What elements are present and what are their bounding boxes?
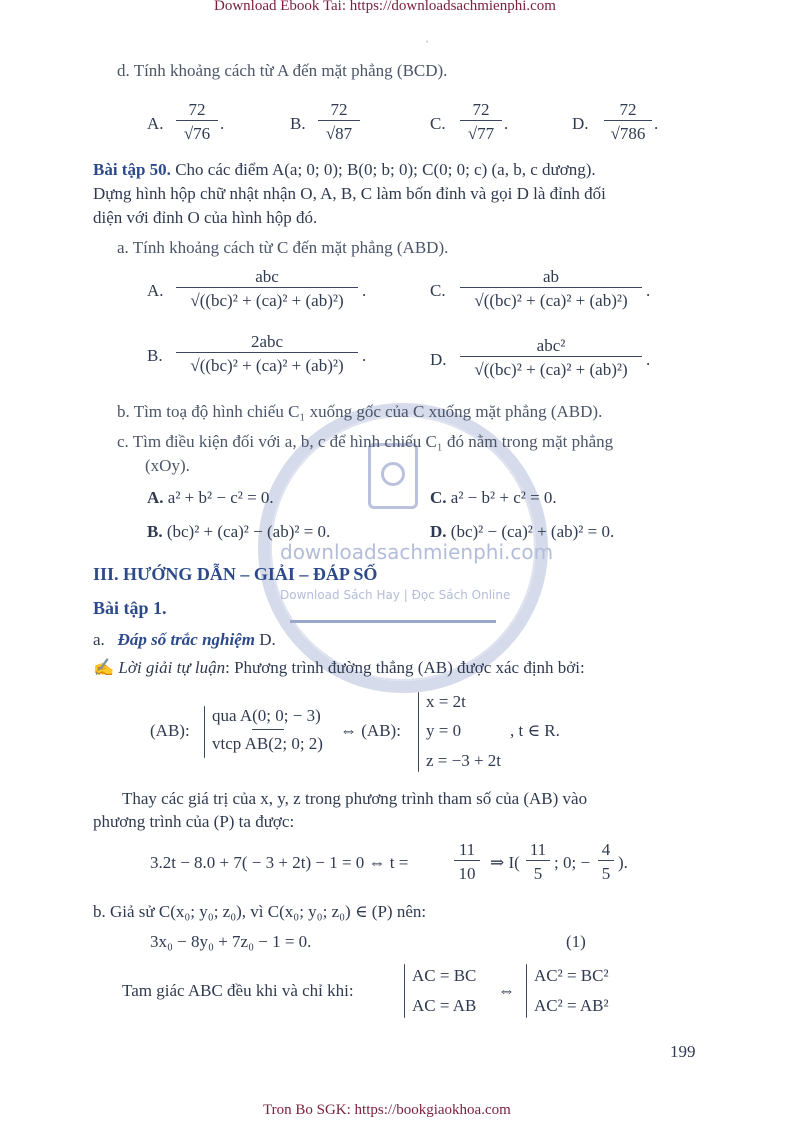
ab-lhs: (AB): [150, 721, 190, 740]
bt1-a-answer-label: Đáp số trắc nghiệm [117, 630, 255, 649]
eq1-z-den: 5 [598, 860, 614, 885]
tri-cond-2b: AC² = AB² [534, 996, 609, 1015]
eq1-z-fraction [598, 840, 614, 885]
q49d-option-a-den: √76 [176, 120, 218, 145]
q49d-option-b-den: √87 [318, 120, 360, 145]
period: . [646, 350, 651, 369]
q50-c-prompt-2: (xOy). [145, 456, 190, 475]
q49d-option-d-num: 72 [619, 100, 637, 119]
vector-arrow [252, 729, 284, 730]
q50a-option-d-label: D. [430, 350, 447, 369]
q50a-option-c-den: √((bc)² + (ca)² + (ab)²) [460, 287, 642, 312]
q50a-option-b-fraction [176, 332, 358, 377]
q50c-option-b [147, 522, 330, 542]
q49d-option-d-fraction [604, 100, 652, 145]
param-y: y = 0 [426, 721, 462, 740]
eq1-end: ). [618, 853, 628, 872]
q50c-option-d-text: (bc)² − (ca)² + (ab)² = 0. [450, 522, 615, 541]
q50c-option-d-label: D. [430, 522, 447, 541]
period: . [646, 281, 651, 300]
period: . [362, 281, 367, 300]
brace-left-1 [204, 706, 205, 758]
brace-left-3 [404, 964, 405, 1018]
q50a-option-a-num: abc [255, 267, 279, 286]
q49d-option-b-label: B. [290, 114, 306, 133]
header-link[interactable]: Download Ebook Tai: https://downloadsachmienphi.com [214, 0, 556, 14]
param-suffix: , t ∈ R. [510, 721, 560, 740]
tri-cond-2a: AC² = BC² [534, 966, 609, 985]
tick-mark: ˈ [425, 38, 429, 52]
eq1-x-den: 5 [526, 860, 550, 885]
watermark-underline [290, 620, 496, 623]
watermark-title: downloadsachmienphi.com [280, 540, 554, 564]
pencil-icon: ✍ [93, 658, 115, 677]
q50-text-1 [93, 160, 596, 180]
footer-link[interactable]: Tron Bo SGK: https://bookgiaokhoa.com [263, 1102, 511, 1118]
q50-b-prompt: b. Tìm toạ độ hình chiếu C₁ xuống gốc của C xuống mặt phẳng (ABD). [117, 402, 603, 421]
tri-cond-1b: AC = AB [412, 996, 477, 1015]
q50a-option-a-den: √((bc)² + (ca)² + (ab)²) [176, 287, 358, 312]
b-line: b. Giả sử C(x₀; y₀; z₀), vì C(x₀; y₀; z₀) ∈ (P) nên: [93, 902, 427, 921]
q49d-option-d-label: D. [572, 114, 589, 133]
q50a-option-c-num: ab [542, 267, 560, 286]
tri-equiv: ⇔ [498, 981, 515, 1000]
q50a-option-b-den: √((bc)² + (ca)² + (ab)²) [176, 352, 358, 377]
solution-label: Lời giải tự luận [118, 658, 226, 677]
solution-line [93, 658, 585, 678]
q49d-option-c-num: 72 [472, 100, 490, 119]
q50a-option-c-fraction [460, 267, 642, 312]
section-heading: III. HƯỚNG DẪN – GIẢI – ĐÁP SỐ [93, 564, 378, 584]
subst-line-2: phương trình của (P) ta được: [93, 812, 295, 831]
q50c-option-a-text: a² + b² − c² = 0. [167, 488, 274, 507]
param-z: z = −3 + 2t [426, 751, 502, 770]
q50-line1: Cho các điểm A(a; 0; 0); B(0; b; 0); C(0; 0; c) (a, b, c dương). [175, 160, 596, 179]
page-number: 199 [670, 1042, 696, 1061]
q50-a-prompt: a. Tính khoảng cách từ C đến mặt phẳng (ABD). [117, 238, 449, 257]
q49d-option-a-fraction [176, 100, 218, 145]
q49d-option-d-den: √786 [604, 120, 652, 145]
b-equation-number: (1) [566, 932, 586, 951]
period: . [362, 346, 367, 365]
eq1-t-den: 10 [454, 860, 480, 885]
q50c-option-b-label: B. [147, 522, 163, 541]
q50-title: Bài tập 50. [93, 160, 171, 179]
brace-left-4 [526, 964, 527, 1018]
subst-line-1: Thay các giá trị của x, y, z trong phương trình tham số của (AB) vào [122, 789, 588, 808]
q50-c-prompt-1: c. Tìm điều kiện đối với a, b, c để hình chiếu C₁ đó nằm trong mặt phẳng [117, 432, 614, 451]
bt1-a-line [93, 630, 276, 650]
q50a-option-b-num: 2abc [250, 332, 284, 351]
q50c-option-a [147, 488, 274, 508]
eq1-t-num: 11 [458, 840, 476, 859]
eq1-x-num: 11 [529, 840, 547, 859]
period: . [654, 114, 659, 133]
period: . [220, 114, 225, 133]
watermark-subtitle: Download Sách Hay | Đọc Sách Online [280, 588, 511, 602]
b-equation: 3x₀ − 8y₀ + 7z₀ − 1 = 0. [150, 932, 312, 951]
q50a-option-c-label: C. [430, 281, 446, 300]
q50a-option-d-num: abc² [536, 336, 566, 355]
eq1-t-fraction [454, 840, 480, 885]
q50c-option-c-text: a² − b² + c² = 0. [450, 488, 557, 507]
q50a-option-d-fraction [460, 336, 642, 381]
q50a-option-d-den: √((bc)² + (ca)² + (ab)²) [460, 356, 642, 381]
eq1-sep: ; 0; − [554, 853, 591, 872]
q49d-option-c-fraction [460, 100, 502, 145]
q49d-option-a-num: 72 [188, 100, 206, 119]
q49d-prompt: d. Tính khoảng cách từ A đến mặt phẳng (BCD). [117, 61, 448, 80]
q50c-option-a-label: A. [147, 488, 164, 507]
solution-text: : Phương trình đường thẳng (AB) được xác định bởi: [225, 658, 585, 677]
q49d-option-c-label: C. [430, 114, 446, 133]
bt1-title: Bài tập 1. [93, 598, 167, 618]
q50a-option-a-fraction [176, 267, 358, 312]
ab-line-1: qua A(0; 0; − 3) [212, 706, 321, 725]
q50c-option-d [430, 522, 614, 542]
q50a-option-b-label: B. [147, 346, 163, 365]
q49d-option-b-fraction [318, 100, 360, 145]
q50-line3: diện với đỉnh O của hình hộp đó. [93, 208, 318, 227]
bt1-a-answer: D. [259, 630, 276, 649]
q50a-option-a-label: A. [147, 281, 164, 300]
q50-line2: Dựng hình hộp chữ nhật nhận O, A, B, C làm bốn đỉnh và gọi D là đỉnh đối [93, 184, 606, 203]
q50c-option-b-text: (bc)² + (ca)² − (ab)² = 0. [166, 522, 331, 541]
q50c-option-c [430, 488, 557, 508]
q49d-option-b-num: 72 [330, 100, 348, 119]
q49d-option-c-den: √77 [460, 120, 502, 145]
eq1-left: 3.2t − 8.0 + 7( − 3 + 2t) − 1 = 0 ⇔ t = [150, 853, 409, 872]
param-x: x = 2t [426, 692, 466, 711]
period: . [504, 114, 509, 133]
eq1-x-fraction [526, 840, 550, 885]
bt1-a-label: a. [93, 630, 105, 649]
eq1-z-num: 4 [601, 840, 611, 859]
triangle-text: Tam giác ABC đều khi và chỉ khi: [122, 981, 354, 1000]
q50c-option-c-label: C. [430, 488, 447, 507]
eq1-mid: ⇒ I( [490, 853, 520, 872]
brace-left-2 [418, 692, 419, 772]
tri-cond-1a: AC = BC [412, 966, 477, 985]
q49d-option-a-label: A. [147, 114, 164, 133]
ab-equiv: ⇔ (AB): [340, 721, 401, 740]
ab-line-2: vtcp AB(2; 0; 2) [212, 734, 323, 753]
book-icon [368, 443, 418, 509]
